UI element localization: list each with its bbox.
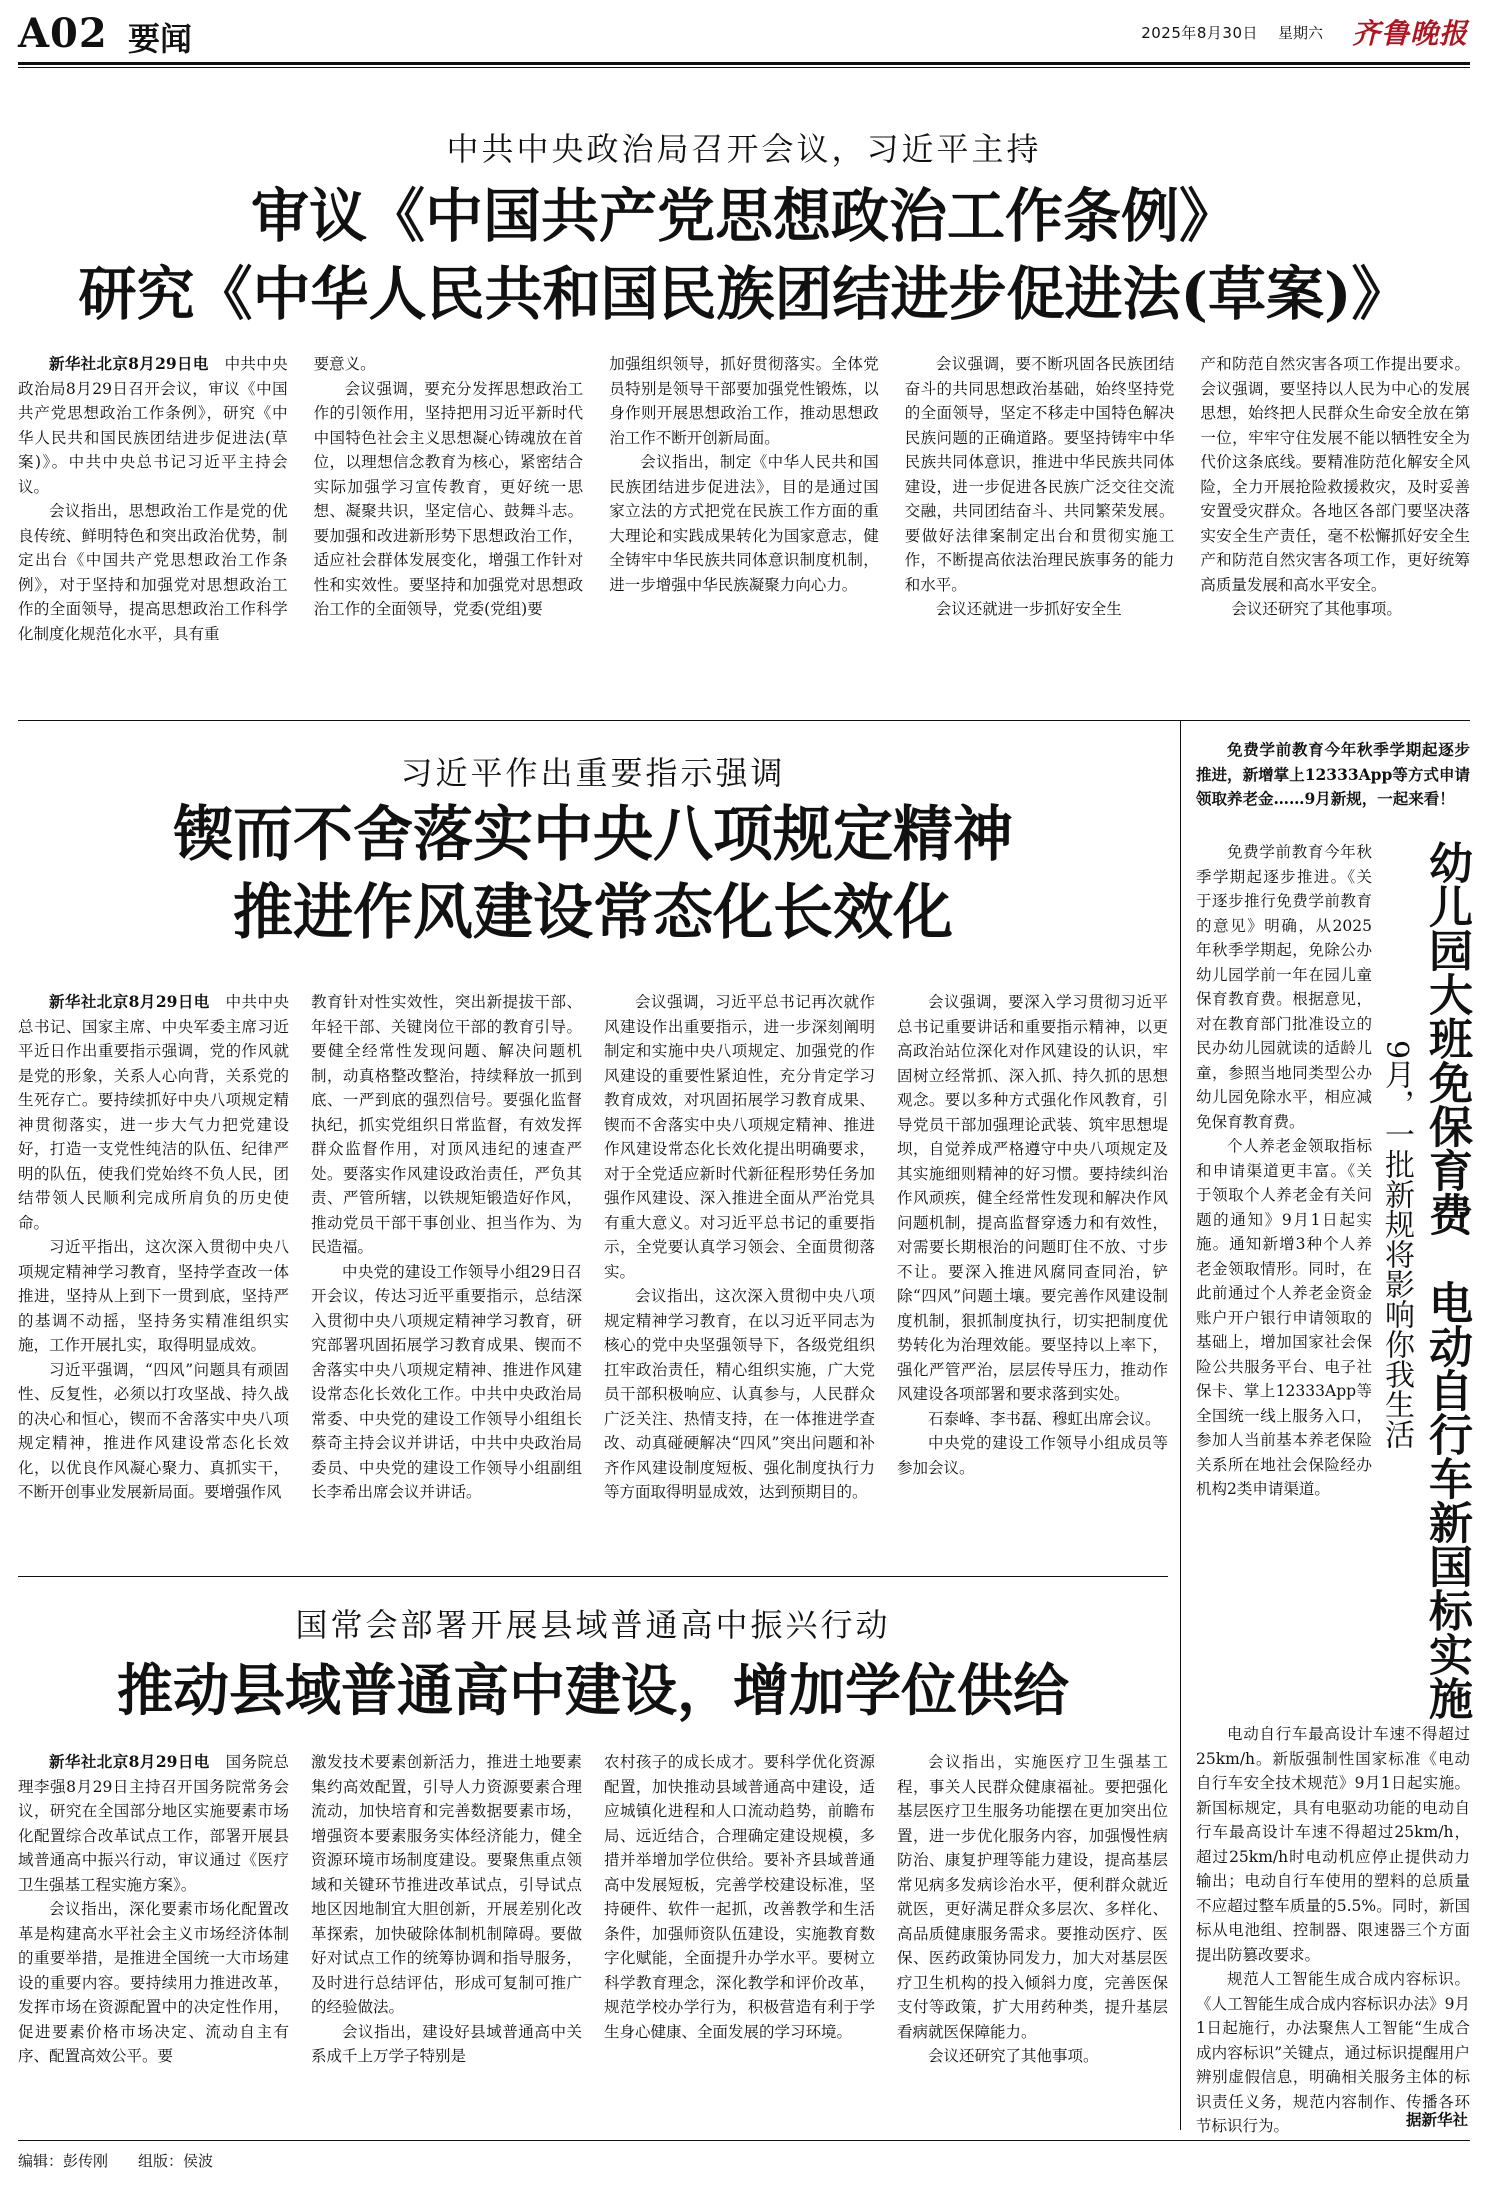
sidebar-lead [1196, 738, 1470, 838]
story2-column-3 [604, 990, 875, 1550]
story3-headline: 推动县域普通高中建设，增加学位供给 [117, 1658, 1069, 1724]
story1-kicker: 中共中央政治局召开会议，习近平主持 [446, 130, 1042, 168]
story1-headline-2: 研究《中华人民共和国民族团结进步促进法(草案)》 [78, 260, 1410, 328]
sidebar-subtitle: 9月，一批新规将影响你我生活 [1379, 1040, 1414, 1450]
story2-kicker: 习近平作出重要指示强调 [400, 754, 786, 792]
story3-para: 会议指出，深化要素市场化配置改革是构建高水平社会主义市场经济体制的重要举措，是推进全国统一大市场建设的重要内容。要持续用力推进改革，发挥市场在资源配置中的决定性作用，促进要素价格市场决定、流动自主有序、配置高效公平。要 [18, 1900, 289, 2065]
footer-editor: 编辑：彭传刚 [18, 2152, 109, 2170]
masthead-rule-thin [18, 67, 1470, 68]
story1-body [18, 352, 1470, 682]
story3-para: 会议指出，实施医疗卫生强基工程，事关人民群众健康福祉。要把强化基层医疗卫生服务功能摆在更加突出位置，进一步优化服务内容，加强慢性病防治、康复护理等能力建设，提高基层常见病多发病诊治水平，便利群众就近就医，更好满足群众多层次、多样化、高品质健康服务需求。要推动医疗、医保、医药政策协同发力，加大对基层医疗卫生机构的投入倾斜力度，完善医保支付等政策，扩大用药种类，提升基层看病就医保障能力。 [897, 1753, 1168, 2041]
story2-para: 会议指出，这次深入贯彻中央八项规定精神学习教育，在以习近平同志为核心的党中央坚强领导下，各级党组织扛牢政治责任，精心组织实施，广大党员干部积极响应、认真参与，人民群众广泛关注、热情支持，在一体推进学查改、动真碰硬解决“四风”突出问题和补齐作风建设制度短板、强化制度执行力等方面取得明显成效，达到预期目的。 [604, 1287, 875, 1501]
footer-rule [18, 2140, 1470, 2141]
issue-weekday: 星期六 [1277, 24, 1323, 42]
story2-headline-2: 推进作风建设常态化长效化 [233, 878, 953, 948]
story1-para: 会议强调，要不断巩固各民族团结奋斗的共同思想政治基础，始终坚持党的全面领导，坚定不移走中国特色解决民族问题的正确道路。要坚持铸牢中华民族共同体意识，推进中华民族共同体建设，进一步促进各民族广泛交往交流交融，共同团结奋斗、共同繁荣发展。要做好法律案制定出台和贯彻实施工作，不断提高依法治理民族事务的能力和水平。 [904, 355, 1175, 594]
story2-para: 会议强调，习近平总书记再次就作风建设作出重要指示，进一步深刻阐明制定和实施中央八项规定、加强党的作风建设的重要性紧迫性，充分肯定学习教育成效，对巩固拓展学习教育成果、锲而不舍落实中央八项规定精神、推进作风建设常态化长效化提出明确要求，对于全党适应新时代新征程形势任务加强作风建设、深入推进全面从严治党具有重大意义。对习近平总书记的重要指示，全党要认真学习领会、全面贯彻落实。 [604, 993, 875, 1281]
sidebar-narrow-column [1196, 840, 1372, 1720]
sidebar-para: 规范人工智能生成合成内容标识。《人工智能生成合成内容标识办法》9月1日起施行，办法聚焦人工智能“生成合成内容标识”关键点，通过标识提醒用户辨别虚假信息，明确相关服务主体的标识责任义务，规范内容制作、传播各环节标识行为。 [1196, 1970, 1470, 2135]
story3-column-2 [311, 1750, 582, 2130]
story1-byline: 新华社北京8月29日电 [49, 354, 209, 373]
sidebar-divider [1180, 720, 1181, 2130]
story1-column-4 [905, 352, 1175, 682]
story1-para: 会议指出，制定《中华人民共和国民族团结进步促进法》，目的是通过国家立法的方式把党在民族工作方面的重大理论和实践成果转化为国家意志，健全铸牢中华民族共同体意识制度机制，进一步增强中华民族凝聚力向心力。 [609, 453, 879, 594]
story1-para: 会议还研究了其他事项。 [1231, 600, 1402, 618]
sidebar-credit: 据新华社 [1405, 2110, 1468, 2129]
story3-para: 农村孩子的成长成才。要科学优化资源配置，加快推动县域普通高中建设，适应城镇化进程和人口流动趋势，前瞻布局、远近结合，合理确定建设规模，多措并举增加学位供给。要补齐县域普通高中发展短板，完善学校建设标准，坚持硬件、软件一起抓，改善教学和生活条件，加强师资队伍建设，实施教育数字化赋能，全面提升办学水平。要树立科学教育理念，深化教学和评价改革，规范学校办学行为，积极营造有利于学生身心健康、全面发展的学习环境。 [604, 1753, 875, 2041]
story3-byline: 新华社北京8月29日电 [49, 1752, 210, 1771]
issue-date: 2025年8月30日 [1141, 24, 1258, 42]
story1-para: 产和防范自然灾害各项工作提出要求。会议强调，要坚持以人民为中心的发展思想，始终把人民群众生命安全放在第一位，牢牢守住发展不能以牺牲安全为代价这条底线。要精准防范化解安全风险，全力开展抢险救援救灾，及时妥善安置受灾群众。各地区各部门要坚决落实安全生产责任，毫不松懈抓好安全生产和防范自然灾害各项工作，更好统筹高质量发展和高水平安全。 [1200, 355, 1470, 594]
sidebar-title: 幼儿园大班免保育费 电动自行车新国标实施 [1421, 840, 1472, 1720]
story2-bottom-rule [18, 1576, 1168, 1577]
story2-column-1 [18, 990, 289, 1550]
story3-column-4 [897, 1750, 1168, 2130]
page-number: A02 [18, 10, 108, 57]
story2-byline: 新华社北京8月29日电 [49, 992, 210, 1011]
masthead-rule [18, 62, 1470, 65]
story1-bottom-rule [18, 720, 1470, 721]
story2-column-2 [311, 990, 582, 1550]
story2-para: 习近平强调，“四风”问题具有顽固性、反复性，必须以打攻坚战、持久战的决心和恒心，锲而不舍落实中央八项规定精神，推进作风建设常态化长效化，以优良作风凝心聚力、真抓实干，不断开创事业发展新局面。要增强作风 [18, 1360, 289, 1501]
story1-para: 加强组织领导，抓好贯彻落实。全体党员特别是领导干部要加强党性锻炼，以身作则开展思想政治工作，推动思想政治工作不断开创新局面。 [609, 355, 879, 447]
story3-column-1 [18, 1750, 289, 2130]
story3-para: 会议还研究了其他事项。 [928, 2047, 1099, 2065]
sidebar-lead-text: 免费学前教育今年秋季学期起逐步推进，新增掌上12333App等方式申请领取养老金……9月新规，一起来看！ [1196, 740, 1470, 808]
story3-body [18, 1750, 1168, 2130]
footer-layout: 组版：侯波 [138, 2152, 214, 2170]
story3-kicker: 国常会部署开展县域普通高中振兴行动 [295, 1606, 891, 1644]
story1-para: 要意义。 [313, 355, 376, 373]
newspaper-logo: 齐鲁晚报 [1351, 17, 1468, 50]
sidebar-para: 个人养老金领取指标和申请渠道更丰富。《关于领取个人养老金有关问题的通知》9月1日起实施。通知新增3种个人养老金领取情形。同时，在此前通过个人养老金资金账户开户银行申请领取的基础上，增加国家社会保险公共服务平台、电子社保卡、掌上12333App等全国统一线上服务入口，参加人当前基本养老保险关系所在地社会保险经办机构2类申请渠道。 [1196, 1137, 1372, 1498]
story2-body [18, 990, 1168, 1550]
story1-column-5 [1200, 352, 1470, 682]
story1-para: 会议还就进一步抓好安全生 [935, 600, 1122, 618]
story1-para: 会议指出，思想政治工作是党的优良传统、鲜明特色和突出政治优势，制定出台《中国共产党思想政治工作条例》，对于坚持和加强党对思想政治工作的全面领导，提高思想政治工作科学化制度化规范化水平，具有重 [18, 502, 288, 643]
story1-column-3 [609, 352, 879, 682]
story1-headline-1: 审议《中国共产党思想政治工作条例》 [250, 182, 1237, 250]
story2-para: 习近平指出，这次深入贯彻中央八项规定精神学习教育，坚持学查改一体推进，坚持从上到下一贯到底，坚持严的基调不动摇，坚持务实精准组织实施，工作开展扎实，取得明显成效。 [18, 1238, 289, 1354]
story2-headline-1: 锲而不舍落实中央八项规定精神 [173, 800, 1013, 870]
sidebar-para: 免费学前教育今年秋季学期起逐步推进。《关于逐步推行免费学前教育的意见》明确，从2025年秋季学期起，免除公办幼儿园学前一年在园儿童保育教育费。根据意见，对在教育部门批准设立的民办幼儿园就读的适龄儿童，参照当地同类型公办幼儿园免除水平，相应减免保育教育费。 [1196, 843, 1372, 1131]
story2-para: 中央党的建设工作领导小组29日召开会议，传达习近平重要指示，总结深入贯彻中央八项规定精神学习教育，研究部署巩固拓展学习教育成果、锲而不舍落实中央八项规定精神、推进作风建设常态化长效化工作。中共中央政治局常委、中央党的建设工作领导小组组长蔡奇主持会议并讲话，中共中央政治局委员、中央党的建设工作领导小组副组长李希出席会议并讲话。 [311, 1262, 582, 1501]
section-title: 要闻 [128, 20, 193, 58]
story2-para: 中共中央总书记、国家主席、中央军委主席习近平近日作出重要指示强调，党的作风就是党的形象，关系人心向背，关系党的生死存亡。要持续抓好中央八项规定精神贯彻落实，进一步大气力把党建设好，打造一支党性纯洁的队伍、纪律严明的队伍，使我们党始终不负人民，团结带领人民顺利完成所肩负的历史使命。 [18, 993, 289, 1232]
story3-para: 会议指出，建设好县域普通高中关系成千上万学子特别是 [311, 2022, 582, 2065]
story3-para: 国务院总理李强8月29日主持召开国务院常务会议，研究在全国部分地区实施要素市场化配置综合改革试点工作，部署开展县域普通高中振兴行动，审议通过《医疗卫生强基工程实施方案》。 [18, 1753, 289, 1894]
story1-column-2 [314, 352, 584, 682]
story3-column-3 [604, 1750, 875, 2130]
story2-column-4 [897, 990, 1168, 1550]
story1-column-1 [18, 352, 288, 682]
story2-para: 中央党的建设工作领导小组成员等参加会议。 [897, 1434, 1168, 1477]
story1-para: 中共中央政治局8月29日召开会议，审议《中国共产党思想政治工作条例》，研究《中华人民共和国民族团结进步促进法(草案)》。中共中央总书记习近平主持会议。 [18, 355, 288, 496]
sidebar-para: 电动自行车最高设计车速不得超过25km/h。新版强制性国家标准《电动自行车安全技术规范》9月1日起实施。新国标规定，具有电驱动功能的电动自行车最高设计车速不得超过25km/h，超过25km/h时电动机应停止提供动力输出；电动自行车使用的塑料的总质量不应超过整车质量的5.5%。同时，新国标从电池组、控制器、限速器三个方面提出防篡改要求。 [1196, 1725, 1470, 1964]
story3-para: 激发技术要素创新活力，推进土地要素集约高效配置，引导人力资源要素合理流动，加快培育和完善数据要素市场，增强资本要素服务实体经济能力，健全资源环境市场制度建设。要聚焦重点领域和关键环节推进改革试点，引导试点地区因地制宜大胆创新，开展差别化改革探索，加快破除体制机制障碍。要做好对试点工作的统筹协调和指导服务，及时进行总结评估，形成可复制可推广的经验做法。 [311, 1753, 582, 2016]
story1-para: 会议强调，要充分发挥思想政治工作的引领作用，坚持把用习近平新时代中国特色社会主义思想凝心铸魂放在首位，以理想信念教育为核心，紧密结合实际加强学习宣传教育，更好统一思想、凝聚共识，坚定信心、鼓舞斗志。要加强和改进新形势下思想政治工作，适应社会群体发展变化，增强工作针对性和实效性。要坚持和加强党对思想政治工作的全面领导，党委(党组)要 [313, 379, 584, 618]
footer-credits [18, 2150, 213, 2171]
story2-para: 石泰峰、李书磊、穆虹出席会议。 [928, 1409, 1161, 1428]
story2-para: 会议强调，要深入学习贯彻习近平总书记重要讲话和重要指示精神，以更高政治站位深化对作风建设的认识，牢固树立经常抓、深入抓、持久抓的思想观念。要以多种方式强化作风教育，引导党员干部加强理论武装、筑牢思想堤坝，自觉养成严格遵守中央八项规定及其实施细则精神的好习惯。要持续纠治作风顽疾，健全经常性发现和解决作风问题机制，提高监督穿透力和有效性，对需要长期根治的问题盯住不放、寸步不让。要深入推进风腐同查同治，铲除“四风”问题土壤。要完善作风建设制度机制，狠抓制度执行，切实把制度优势转化为治理效能。要坚持以上率下，强化严管严治，层层传导压力，推动作风建设各项部署和要求落到实处。 [897, 993, 1168, 1403]
story2-para: 教育针对性实效性，突出新提拔干部、年轻干部、关键岗位干部的教育引导。要健全经常性发现问题、解决问题机制，动真格整改整治，持续释放一抓到底、一严到底的强烈信号。要强化监督执纪，抓实党组织日常监督，有效发挥群众监督作用，对顶风违纪的速查严处。要落实作风建设政治责任，严负其责、严管所辖，以铁规矩锻造好作风，推动党员干部干事创业、担当作为、为民造福。 [311, 993, 582, 1256]
